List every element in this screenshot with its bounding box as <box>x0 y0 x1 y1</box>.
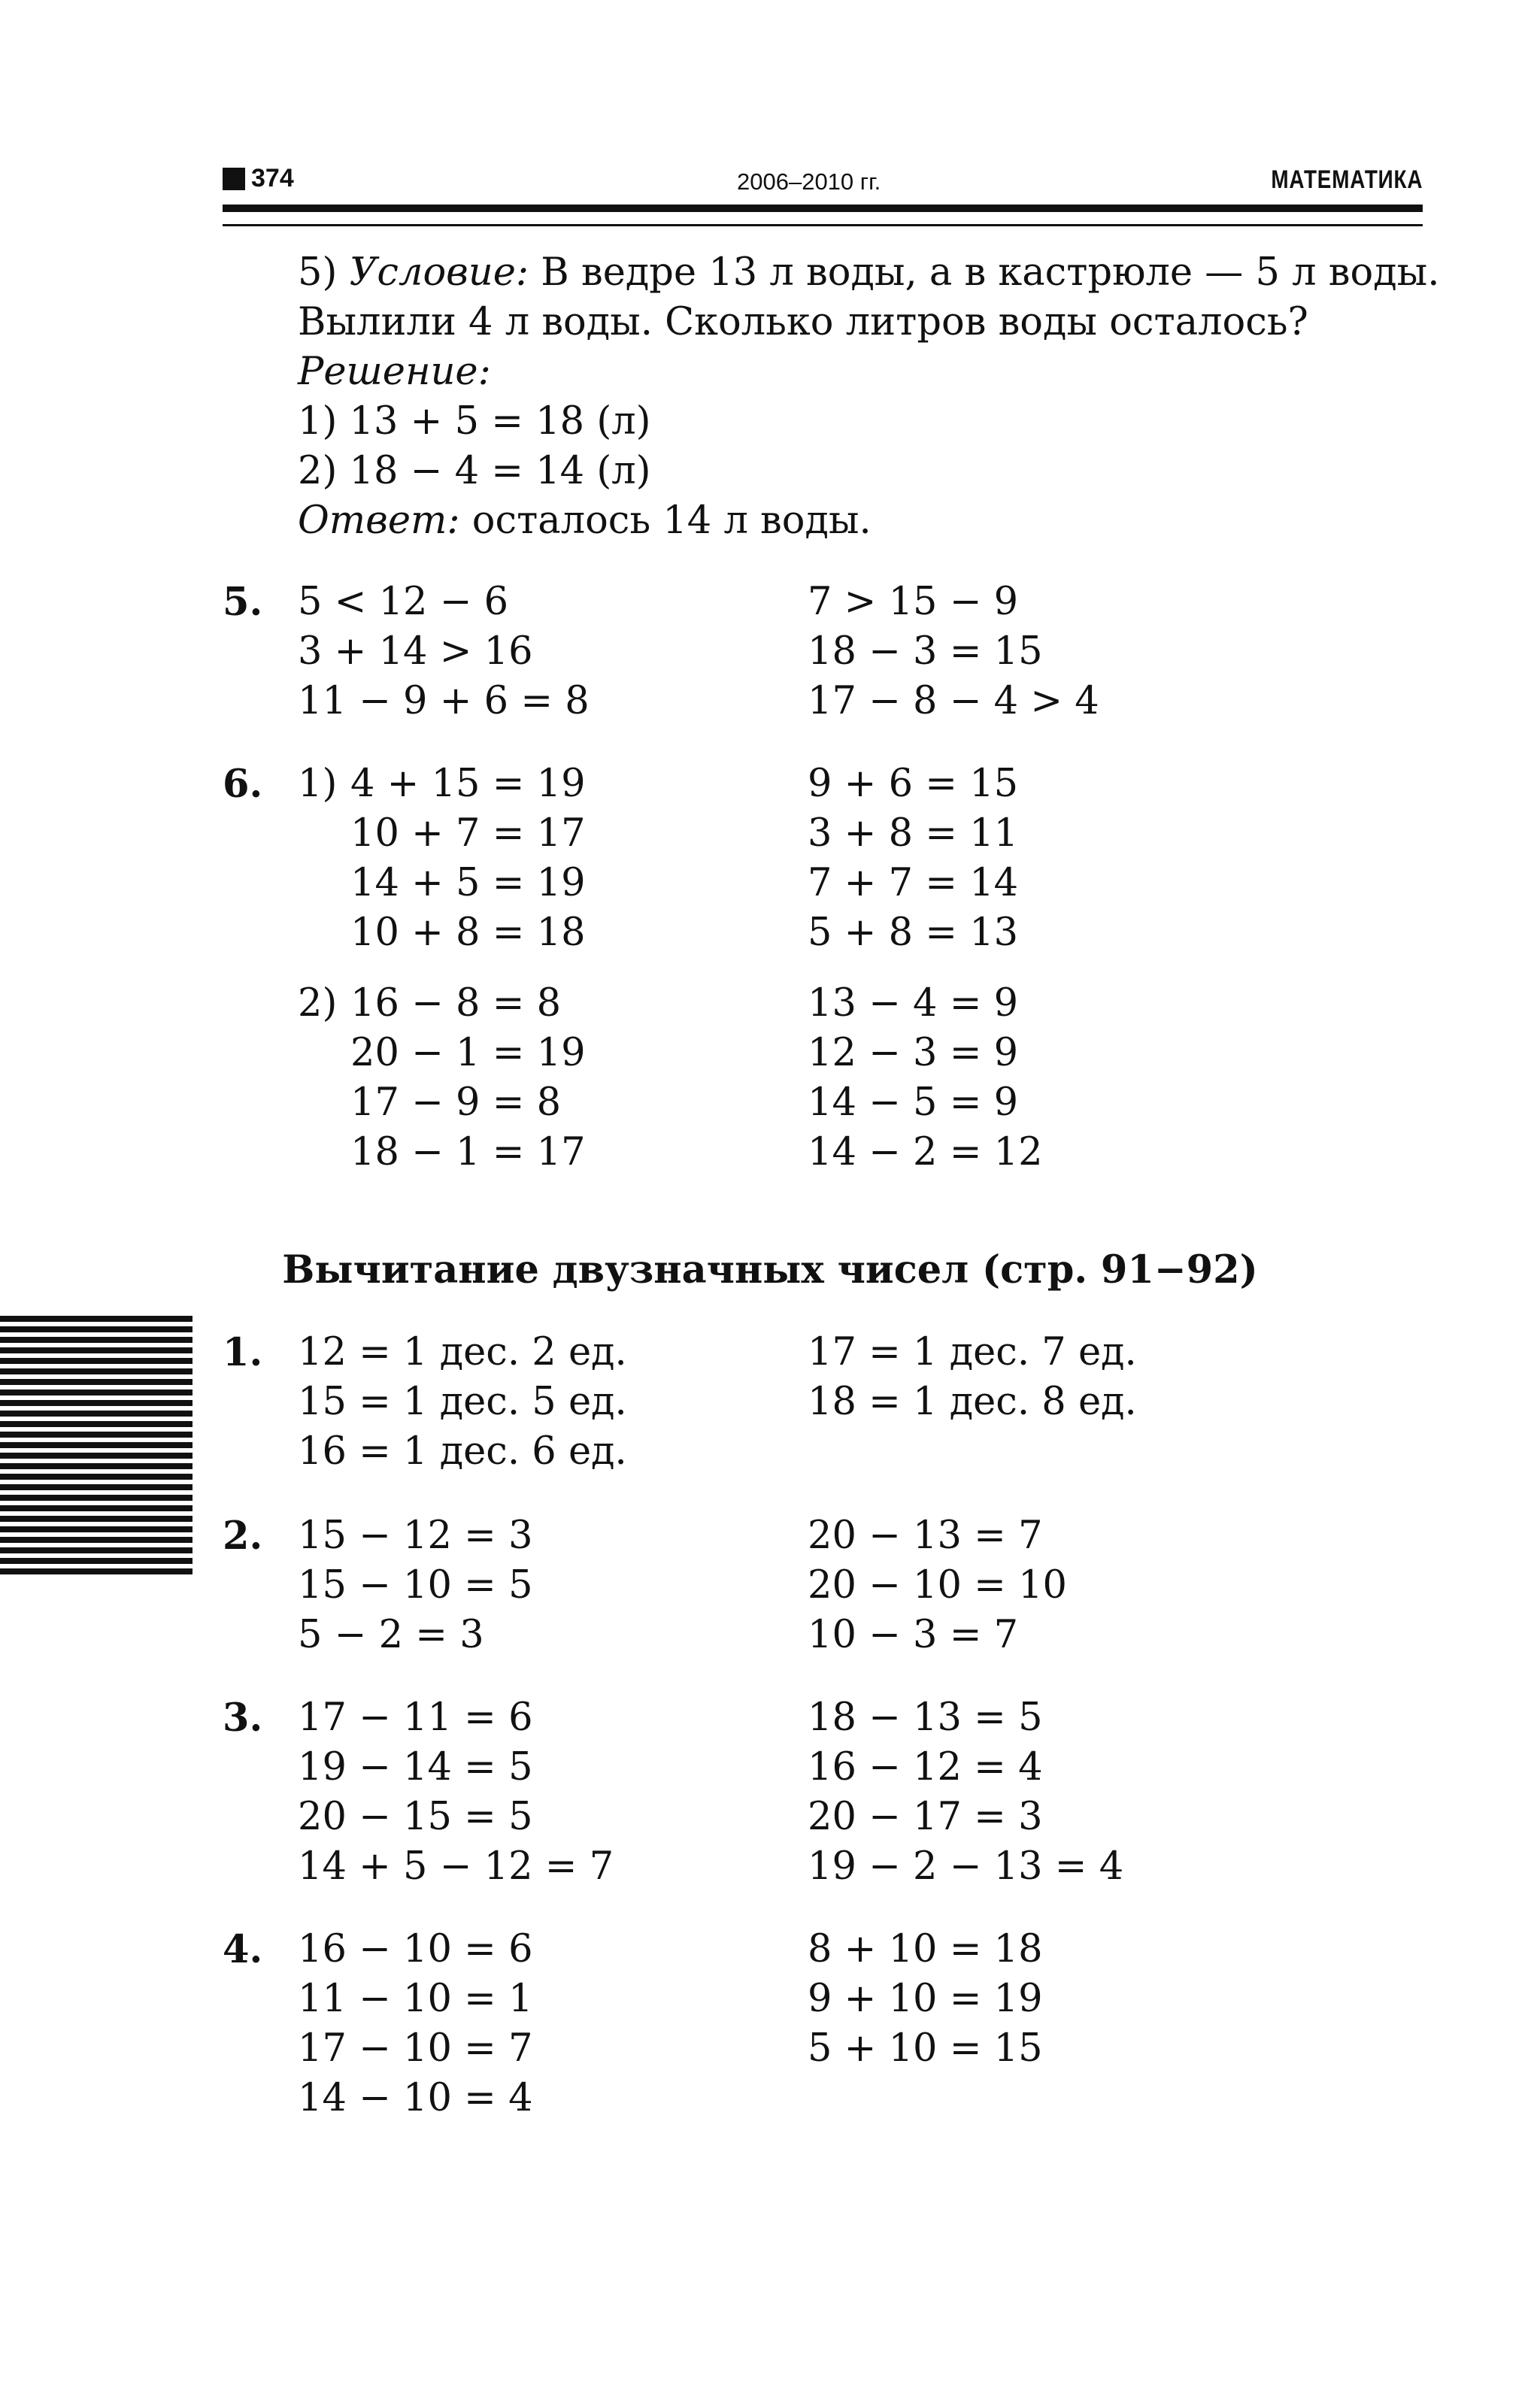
ex6-p1-right-4: 5 + 8 = 13 <box>808 911 1019 955</box>
s4-left-1: 16 − 10 = 6 <box>298 1927 533 1971</box>
s3-right-1: 18 − 13 = 5 <box>808 1696 1043 1740</box>
s4-left-2: 11 − 10 = 1 <box>298 1977 533 2021</box>
ex5-left-3: 11 − 9 + 6 = 8 <box>298 679 590 723</box>
ex6-p2-right-3: 14 − 5 = 9 <box>808 1080 1019 1125</box>
ex6-part1-label: 1) <box>298 762 338 806</box>
s2-right-1: 20 − 13 = 7 <box>808 1514 1043 1558</box>
s3-left-3: 20 − 15 = 5 <box>298 1795 533 1839</box>
square-marker-icon <box>223 168 245 190</box>
s4-right-3: 5 + 10 = 15 <box>808 2026 1043 2071</box>
section-title: Вычитание двузначных чисел (стр. 91−92) <box>282 1247 1258 1292</box>
ex6-p2-left-3: 17 − 9 = 8 <box>350 1080 562 1125</box>
ex5-right-2: 18 − 3 = 15 <box>808 629 1043 674</box>
ex5-left-1: 5 < 12 − 6 <box>298 580 509 624</box>
ex6-part2-label: 2) <box>298 981 338 1026</box>
ex6-p2-right-1: 13 − 4 = 9 <box>808 981 1019 1026</box>
ex6-p1-right-2: 3 + 8 = 11 <box>808 811 1019 856</box>
section-exercise-number-1: 1. <box>223 1330 263 1375</box>
ex6-p1-right-1: 9 + 6 = 15 <box>808 762 1019 806</box>
problem-condition-line2: Вылили 4 л воды. Сколько литров воды осталось? <box>298 300 1308 344</box>
s3-left-1: 17 − 11 = 6 <box>298 1696 533 1740</box>
header-years: 2006–2010 гг. <box>737 168 881 195</box>
s1-left-3: 16 = 1 дес. 6 ед. <box>298 1429 627 1474</box>
answer-line <box>298 496 872 546</box>
condition-label: Условие: <box>349 250 529 295</box>
ex6-p2-left-4: 18 − 1 = 17 <box>350 1130 586 1174</box>
s2-left-2: 15 − 10 = 5 <box>298 1563 533 1608</box>
page-number-text: 374 <box>251 164 294 192</box>
s4-left-3: 17 − 10 = 7 <box>298 2026 533 2071</box>
s3-right-2: 16 − 12 = 4 <box>808 1745 1043 1789</box>
ex5-right-3: 17 − 8 − 4 > 4 <box>808 679 1099 723</box>
solution-step-1: 1) 13 + 5 = 18 (л) <box>298 399 651 444</box>
ex6-p2-left-1: 16 − 8 = 8 <box>350 981 562 1026</box>
section-exercise-number-4: 4. <box>223 1927 263 1972</box>
s2-right-2: 20 − 10 = 10 <box>808 1563 1067 1608</box>
ex6-p1-left-1: 4 + 15 = 19 <box>350 762 586 806</box>
ex6-p2-right-4: 14 − 2 = 12 <box>808 1130 1043 1174</box>
ex6-p2-right-2: 12 − 3 = 9 <box>808 1031 1019 1075</box>
ex6-p1-left-4: 10 + 8 = 18 <box>350 911 586 955</box>
exercise-number-6: 6. <box>223 762 263 807</box>
problem-condition-line1 <box>298 248 1439 298</box>
section-exercise-number-3: 3. <box>223 1696 263 1741</box>
exercise-number-5: 5. <box>223 580 263 625</box>
s1-left-2: 15 = 1 дес. 5 ед. <box>298 1380 627 1424</box>
condition-text-1: В ведре 13 л воды, а в кастрюле — 5 л воды. <box>529 250 1440 295</box>
problem-label: 5) <box>298 250 338 295</box>
ex6-p2-left-2: 20 − 1 = 19 <box>350 1031 586 1075</box>
s1-left-1: 12 = 1 дес. 2 ед. <box>298 1330 627 1374</box>
s1-right-1: 17 = 1 дес. 7 ед. <box>808 1330 1137 1374</box>
header-rule-thick <box>223 205 1423 212</box>
s3-left-4: 14 + 5 − 12 = 7 <box>298 1844 614 1889</box>
ex6-p1-left-2: 10 + 7 = 17 <box>350 811 586 856</box>
s3-right-3: 20 − 17 = 3 <box>808 1795 1043 1839</box>
page-number <box>223 164 294 193</box>
thumb-index-stripes <box>0 1316 192 1582</box>
s3-left-2: 19 − 14 = 5 <box>298 1745 533 1789</box>
s4-right-2: 9 + 10 = 19 <box>808 1977 1043 2021</box>
s4-left-4: 14 − 10 = 4 <box>298 2076 533 2120</box>
ex6-p1-left-3: 14 + 5 = 19 <box>350 861 586 905</box>
solution-label: Решение: <box>298 350 491 394</box>
s2-left-1: 15 − 12 = 3 <box>298 1514 533 1558</box>
ex5-right-1: 7 > 15 − 9 <box>808 580 1019 624</box>
ex6-p1-right-3: 7 + 7 = 14 <box>808 861 1019 905</box>
s2-left-3: 5 − 2 = 3 <box>298 1613 484 1657</box>
answer-label: Ответ: <box>298 499 460 543</box>
s4-right-1: 8 + 10 = 18 <box>808 1927 1043 1971</box>
header-subject: МАТЕМАТИКА <box>1271 165 1423 194</box>
s1-right-2: 18 = 1 дес. 8 ед. <box>808 1380 1137 1424</box>
s2-right-3: 10 − 3 = 7 <box>808 1613 1019 1657</box>
ex5-left-2: 3 + 14 > 16 <box>298 629 533 674</box>
solution-step-2: 2) 18 − 4 = 14 (л) <box>298 449 651 493</box>
header-rule-thin <box>223 224 1423 226</box>
section-exercise-number-2: 2. <box>223 1514 263 1559</box>
s3-right-4: 19 − 2 − 13 = 4 <box>808 1844 1124 1889</box>
answer-text: осталось 14 л воды. <box>459 499 872 543</box>
